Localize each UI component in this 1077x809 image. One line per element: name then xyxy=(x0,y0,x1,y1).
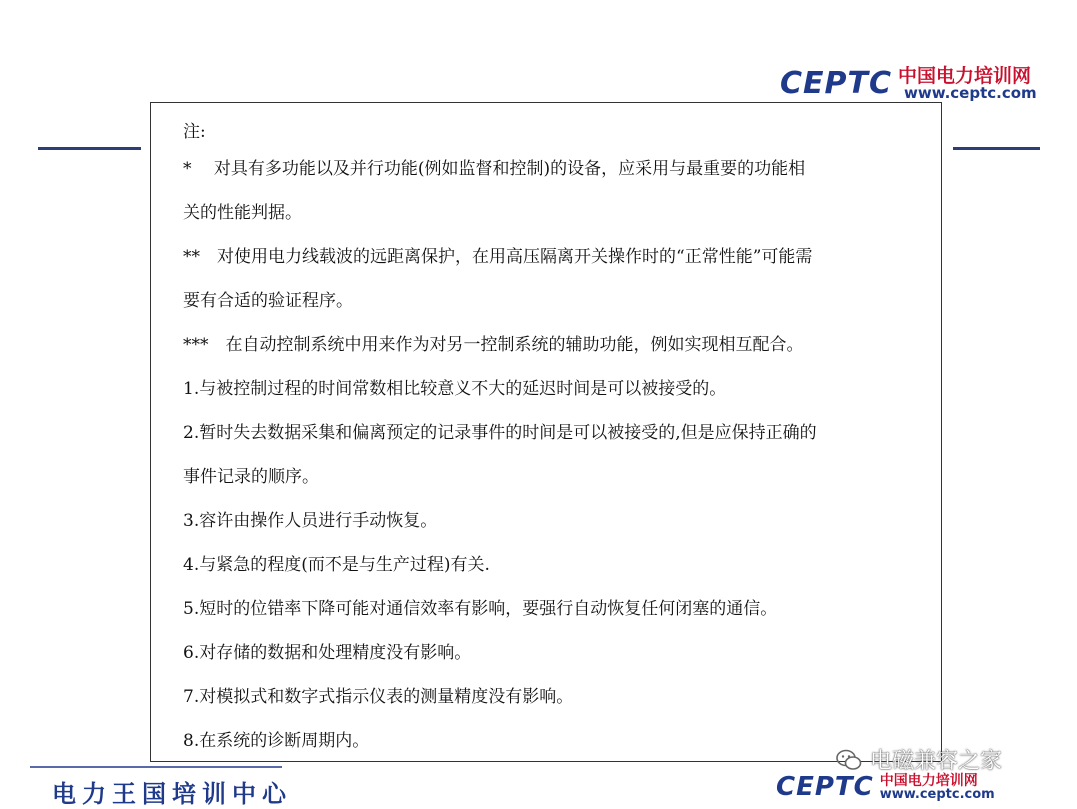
note-line: 2.暂时失去数据采集和偏离预定的记录事件的时间是可以被接受的,但是应保持正确的 xyxy=(183,423,817,443)
note-line: 5.短时的位错率下降可能对通信效率有影响，要强行自动恢复任何闭塞的通信。 xyxy=(183,599,778,619)
note-line: 关的性能判据。 xyxy=(183,203,302,223)
logo-url-text: www.ceptc.com xyxy=(879,786,995,802)
note-line: 7.对模拟式和数字式指示仪表的测量精度没有影响。 xyxy=(183,687,574,707)
wechat-icon xyxy=(836,749,862,771)
note-line: *** 在自动控制系统中用来作为对另一控制系统的辅助功能，例如实现相互配合。 xyxy=(183,335,804,355)
header-rule-right xyxy=(953,147,1040,150)
footer-rule xyxy=(30,766,282,768)
note-line: 1.与被控制过程的时间常数相比较意义不大的延迟时间是可以被接受的。 xyxy=(183,379,727,399)
logo-cn-text: 中国电力培训网 xyxy=(879,772,978,789)
ceptc-logo-top xyxy=(780,66,1037,101)
logo-cn-text: 中国电力培训网 xyxy=(897,64,1031,87)
note-heading: 注: xyxy=(183,122,206,142)
watermark-text: 电磁兼容之家 xyxy=(870,749,1003,774)
note-line: 8.在系统的诊断周期内。 xyxy=(183,731,370,751)
note-line: 6.对存储的数据和处理精度没有影响。 xyxy=(183,643,472,663)
note-line: 3.容许由操作人员进行手动恢复。 xyxy=(183,511,438,531)
note-line: 4.与紧急的程度(而不是与生产过程)有关. xyxy=(183,555,490,575)
wechat-watermark xyxy=(836,744,1002,775)
logo-cepic-text: CEPTC xyxy=(780,66,892,101)
logo-url-text: www.ceptc.com xyxy=(903,83,1037,102)
note-line: 事件记录的顺序。 xyxy=(183,467,319,487)
notes-textbox xyxy=(150,102,942,762)
ceptc-logo-bottom xyxy=(776,772,995,802)
header-rule-left xyxy=(38,147,141,150)
logo-cepic-text: CEPTC xyxy=(776,772,874,802)
note-line: * 对具有多功能以及并行功能(例如监督和控制)的设备，应采用与最重要的功能相 xyxy=(183,159,806,179)
footer-title: 电力王国培训中心 xyxy=(52,780,292,808)
note-line: 要有合适的验证程序。 xyxy=(183,291,353,311)
note-line: ** 对使用电力线载波的远距离保护，在用高压隔离开关操作时的“正常性能”可能需 xyxy=(183,247,813,267)
